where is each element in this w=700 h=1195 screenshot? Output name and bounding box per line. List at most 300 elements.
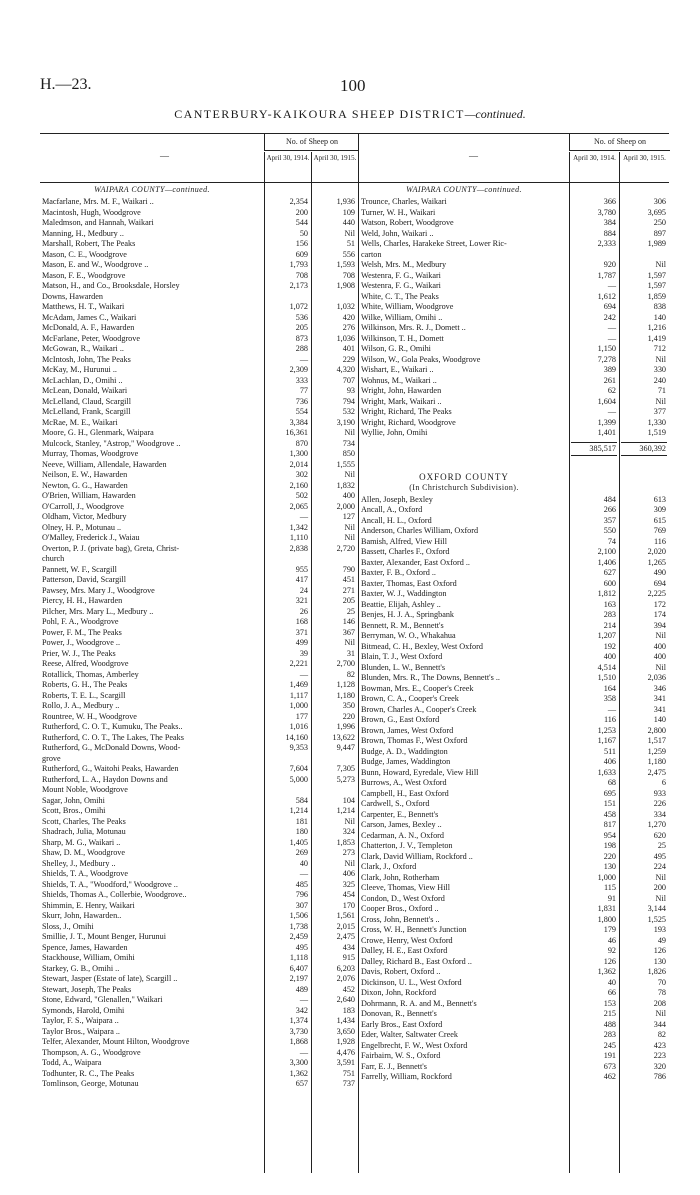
sheep-1914: 484 [603, 494, 616, 504]
sheep-1915: 276 [342, 323, 355, 332]
sheep-1914: 39 [299, 648, 308, 658]
sheep-1914: 342 [295, 1005, 308, 1015]
owner-name: Telfer, Alexander, Mount Hilton, Woodgrove [42, 1037, 190, 1046]
sheep-1915: 126 [653, 946, 666, 955]
sheep-1914: 215 [603, 1009, 616, 1018]
sheep-1915: 401 [342, 344, 355, 353]
sheep-1914: 156 [295, 239, 308, 248]
sheep-1914: 584 [295, 795, 308, 805]
owner-name: Taylor Bros., Waipara .. [42, 1026, 120, 1036]
sheep-1915: 82 [657, 1030, 666, 1039]
sheep-1915: 31 [346, 648, 355, 658]
owner-name: Matson, H., and Co., Brooksdale, Horsley [42, 281, 180, 290]
owner-name: Skurr, John, Hawarden.. [42, 911, 122, 920]
sheep-1915: Nil [655, 872, 666, 882]
sheep-1914: 92 [607, 946, 616, 955]
owner-name: Macintosh, Hugh, Woodgrove [42, 207, 141, 217]
table-row [40, 502, 358, 513]
sheep-1914: 126 [603, 956, 616, 966]
owner-name: Clark, David William, Rockford .. [361, 851, 473, 861]
sheep-1914: 4,514 [597, 662, 616, 672]
table-row [359, 957, 669, 968]
sheep-1915: 140 [653, 312, 666, 322]
sheep-1914: 269 [295, 848, 308, 857]
owner-name: Dalley, H. E., East Oxford [361, 946, 448, 955]
sheep-1915: 850 [342, 449, 355, 458]
owner-name: Bowman, Mrs. E., Cooper's Creek [361, 683, 474, 693]
sheep-1914: 163 [603, 599, 616, 609]
table-row [359, 516, 669, 527]
section-heading: WAIPARA COUNTY—continued. [406, 185, 522, 194]
owner-name: Power, F. M., The Peaks [42, 627, 122, 637]
owner-name: Baxter, Alexander, East Oxford .. [361, 557, 470, 567]
sheep-1915: 2,000 [336, 501, 355, 511]
title-suffix: —continued. [464, 107, 526, 121]
sheep-1915: 172 [653, 599, 666, 609]
sheep-1914: 115 [604, 883, 616, 892]
sheep-1914: 358 [603, 694, 616, 703]
sheep-1915: 1,270 [647, 820, 666, 829]
owner-name: Sagar, John, Omihi [42, 795, 105, 805]
sheep-1914: 495 [295, 942, 308, 952]
owner-name: Carpenter, E., Bennett's [361, 809, 439, 819]
sheep-1914: — [607, 323, 616, 332]
table-row [40, 922, 358, 933]
owner-name: Shaw, D. M., Woodgrove [42, 848, 126, 857]
table-row [359, 239, 669, 250]
sheep-1914: 74 [607, 536, 616, 546]
sheep-1915: 1,908 [336, 281, 355, 290]
owner-name: Rutherford, C. O. T., The Lakes, The Peaks [42, 732, 184, 742]
owner-name: Maledmson, and Hannah, Waikari [42, 218, 154, 227]
sheep-1914: 261 [603, 375, 616, 385]
sheep-1914: 7,278 [597, 354, 616, 364]
owner-name: Wilson, G. R., Omihi [361, 344, 431, 353]
sheep-1914: 627 [603, 568, 616, 577]
table-row [40, 218, 358, 229]
owner-name: Shields, T. A., "Woodford," Woodgrove .. [42, 879, 178, 889]
table-row [40, 974, 358, 985]
owner-name: Crowe, Henry, West Oxford [361, 935, 453, 945]
owner-name: Wishart, E., Waikari .. [361, 365, 434, 374]
owner-name: Mason, C. E., Woodgrove [42, 249, 127, 259]
owner-name: Ancall, A., Oxford [361, 505, 423, 514]
sheep-1914: 870 [295, 438, 308, 448]
table-row [40, 302, 358, 313]
sheep-1914: 371 [295, 627, 308, 637]
table-row [40, 397, 358, 408]
sheep-1915: 205 [342, 596, 355, 605]
sheep-1914: — [607, 333, 616, 343]
table-row [40, 565, 358, 576]
right-table [358, 133, 669, 1173]
sheep-1914: 2,838 [289, 543, 308, 553]
owner-name: Brown, G., East Oxford [361, 715, 440, 724]
table-row [40, 1058, 358, 1069]
owner-name: O'Malley, Frederick J., Waiau [42, 533, 140, 542]
owner-name: Smillie, J. T., Mount Benger, Hurunui [42, 932, 166, 941]
sheep-1914: 2,197 [289, 974, 308, 983]
sheep-1915: 1,128 [336, 680, 355, 689]
sheep-1914: 1,117 [289, 690, 308, 700]
sheep-1914: 1,406 [597, 557, 616, 567]
sheep-1914: — [607, 704, 616, 714]
sheep-1915: 708 [342, 270, 355, 280]
owner-name: church [42, 554, 65, 563]
sheep-1914: 198 [603, 841, 616, 850]
table-row [40, 449, 358, 460]
owner-name: Bennett, R. M., Bennett's [361, 620, 444, 630]
sheep-1915: 271 [342, 585, 355, 595]
sheep-1915: 712 [653, 344, 666, 353]
sheep-1914: 1,401 [597, 428, 616, 437]
table-row [40, 586, 358, 597]
table-row [359, 652, 669, 663]
owner-name: Patterson, David, Scargill [42, 575, 126, 584]
sheep-1914: 1,214 [289, 806, 308, 815]
sheep-1915: 556 [342, 249, 355, 259]
sheep-1914: 68 [607, 778, 616, 787]
sheep-1915: Nil [344, 638, 355, 647]
sheep-1915: 70 [657, 977, 666, 987]
document-reference: H.—23. [40, 76, 92, 93]
sheep-1914: 817 [603, 820, 616, 829]
table-row [40, 334, 358, 345]
owner-name: Early Bros., East Oxford [361, 1019, 443, 1029]
owner-name: Bassett, Charles F., Oxford [361, 547, 450, 556]
owner-name: Cardwell, S., Oxford [361, 799, 430, 808]
owner-name: Piercy, H. H., Hawarden [42, 596, 123, 605]
table-row [40, 533, 358, 544]
sheep-1914: 1,016 [289, 722, 308, 731]
table-row [359, 547, 669, 558]
table-row [359, 260, 669, 271]
table-row [40, 344, 358, 355]
sheep-1914: 3,730 [289, 1026, 308, 1036]
table-row [359, 810, 669, 821]
table-row [359, 757, 669, 768]
sheep-1915: 1,525 [647, 914, 666, 924]
sheep-1915: 174 [653, 610, 666, 619]
table-row [359, 904, 669, 915]
table-row [40, 208, 358, 219]
owner-name: Shimmin, E. Henry, Waikari [42, 900, 135, 910]
owner-name: Spence, James, Hawarden [42, 942, 128, 952]
table-row [359, 250, 669, 261]
sheep-1914: 1,800 [597, 914, 616, 924]
sheep-1915: 1,214 [336, 806, 355, 815]
table-row [359, 978, 669, 989]
sheep-1915: 193 [653, 925, 666, 934]
sheep-1915: 140 [653, 715, 666, 724]
sheep-1915: 1,036 [336, 333, 355, 343]
owner-name: Scott, Charles, The Peaks [42, 816, 126, 826]
sheep-1915: 183 [342, 1005, 355, 1015]
table-row [40, 365, 358, 376]
owner-name: Davis, Robert, Oxford .. [361, 967, 441, 976]
sheep-1915: 93 [346, 386, 355, 395]
sheep-1914: 1,118 [289, 953, 308, 962]
sheep-1914: 283 [603, 610, 616, 619]
table-row [359, 568, 669, 579]
sheep-1914: 1,000 [597, 872, 616, 882]
table-row [359, 302, 669, 313]
sheep-1914: 151 [603, 799, 616, 808]
sheep-1914: 2,309 [289, 365, 308, 374]
table-row [359, 883, 669, 894]
sheep-1915: 2,475 [336, 932, 355, 941]
owner-name: Starkey, G. B., Omihi .. [42, 963, 120, 973]
sheep-1914: 357 [603, 515, 616, 525]
sheep-1915: 1,032 [336, 302, 355, 311]
sheep-1914: 1,633 [597, 767, 616, 777]
sheep-1915: 420 [342, 312, 355, 322]
table-row [40, 523, 358, 534]
sheep-1914: 550 [603, 526, 616, 535]
owner-name: Symonds, Harold, Omihi [42, 1005, 125, 1015]
table-row [40, 229, 358, 240]
table-row [40, 575, 358, 586]
owner-name: Carson, James, Bexley .. [361, 820, 442, 829]
table-row [40, 638, 358, 649]
owner-name: Rutherford, C. O. T., Kumuku, The Peaks.. [42, 722, 183, 731]
sheep-1914: 1,506 [289, 911, 308, 920]
title-main: CANTERBURY-KAIKOURA SHEEP DISTRICT [174, 107, 465, 121]
owner-name: Mulcock, Stanley, "Astrop," Woodgrove .. [42, 438, 181, 448]
sheep-1915: Nil [655, 260, 666, 269]
owner-name: Manning, H., Medbury .. [42, 228, 124, 238]
table-row [359, 663, 669, 674]
owner-name: Rutherford, L. A., Haydon Downs and [42, 774, 168, 784]
sheep-1915: 694 [653, 578, 666, 588]
table-row [40, 271, 358, 282]
sheep-1914: 400 [603, 652, 616, 661]
sheep-1914: 62 [607, 386, 616, 395]
sheep-1914: 2,354 [289, 197, 308, 206]
owner-name: Pannett, W. F., Scargill [42, 564, 117, 574]
table-row [359, 355, 669, 366]
sheep-1914: 1,362 [289, 1068, 308, 1078]
table-row [359, 495, 669, 506]
sheep-1914: 2,173 [289, 281, 308, 290]
sheep-1915: 78 [657, 988, 666, 997]
sheep-1914: 245 [603, 1040, 616, 1050]
owner-name: Brown, Charles A., Cooper's Creek [361, 704, 477, 714]
table-row [359, 579, 669, 590]
owner-name: Welsh, Mrs. M., Medbury [361, 260, 447, 269]
sheep-1914: 2,160 [289, 480, 308, 490]
sheep-1914: 220 [603, 851, 616, 861]
sheep-1915: 6 [661, 778, 666, 787]
table-row [40, 323, 358, 334]
sheep-1914: 116 [604, 715, 616, 724]
table-row [359, 407, 669, 418]
sheep-1915: 1,330 [647, 417, 666, 427]
sheep-1915: 350 [342, 701, 355, 710]
sheep-1915: 434 [342, 942, 355, 952]
sheep-1914: 1,253 [597, 725, 616, 735]
table-row [359, 1020, 669, 1031]
sheep-1915: 341 [653, 694, 666, 703]
sheep-1915: 3,650 [336, 1026, 355, 1036]
sheep-1914: 1,150 [597, 344, 616, 353]
owner-name: McLachlan, D., Omihi .. [42, 375, 123, 385]
table-row [359, 694, 669, 705]
table-row [359, 197, 669, 208]
table-row [359, 218, 669, 229]
owner-name: McGowan, R., Waikari .. [42, 344, 124, 353]
sheep-1914: 1,738 [289, 921, 308, 931]
sheep-1915: 838 [653, 302, 666, 311]
sheep-1914: 192 [603, 641, 616, 651]
sheep-1915: 116 [654, 536, 666, 546]
sheep-1914: 2,459 [289, 932, 308, 941]
table-row [359, 1062, 669, 1073]
sheep-1915: 3,695 [647, 207, 666, 217]
table-row [40, 617, 358, 628]
owner-name: McIntosh, John, The Peaks [42, 354, 131, 364]
sheep-1915: 490 [653, 568, 666, 577]
owner-name: Shelley, J., Medbury .. [42, 858, 116, 868]
sheep-1915: 790 [342, 564, 355, 574]
table-row [359, 558, 669, 569]
sheep-1914: 1,469 [289, 680, 308, 689]
owner-name: Wright, Richard, The Peaks [361, 407, 452, 416]
sheep-1915: 367 [342, 627, 355, 637]
sheep-1914: 168 [295, 617, 308, 626]
owner-name: McKay, M., Hurunui .. [42, 365, 117, 374]
sheep-1915: 250 [653, 218, 666, 227]
sheep-1915: 146 [342, 617, 355, 626]
table-row [40, 418, 358, 429]
sheep-1915: 334 [653, 809, 666, 819]
owner-name: Anderson, Charles William, Oxford [361, 526, 479, 535]
owner-name: Pawsey, Mrs. Mary J., Woodgrove [42, 585, 155, 595]
table-row [40, 554, 358, 565]
sheep-1915: 5,273 [336, 774, 355, 784]
owner-name: Rountree, W. H., Woodgrove [42, 711, 137, 721]
date-1914-header: April 30, 1914. [569, 152, 619, 182]
sheep-1914: 1,831 [597, 904, 616, 913]
sheep-1915: 1,859 [647, 291, 666, 301]
table-row [359, 915, 669, 926]
owner-name: Taylor, F. S., Waipara .. [42, 1016, 119, 1025]
sheep-1915: 2,076 [336, 974, 355, 983]
table-row [40, 1037, 358, 1048]
owner-name: Stackhouse, William, Omihi [42, 953, 135, 962]
sheep-1915: 423 [653, 1040, 666, 1050]
date-1914-header: April 30, 1914. [264, 152, 311, 182]
sheep-1915: 1,434 [336, 1016, 355, 1025]
sheep-1915: 51 [346, 239, 355, 248]
table-row [359, 946, 669, 957]
sheep-1914: 46 [607, 935, 616, 945]
table-row [40, 407, 358, 418]
owner-name: Clark, J., Oxford [361, 862, 417, 871]
sheep-1915: 104 [342, 795, 355, 805]
sheep-1915: 440 [342, 218, 355, 227]
owner-name: Brown, Thomas F., West Oxford [361, 736, 468, 745]
owner-name: Pilcher, Mrs. Mary L., Medbury .. [42, 606, 154, 616]
sheep-1915: Nil [655, 893, 666, 903]
sheep-1914: 200 [295, 207, 308, 217]
sheep-1914: — [607, 407, 616, 416]
sheep-1914: 406 [603, 757, 616, 766]
sheep-1915: 620 [653, 830, 666, 840]
sheep-1915: 2,020 [647, 547, 666, 556]
sheep-1915: 4,320 [336, 365, 355, 374]
table-row [40, 722, 358, 733]
sheep-1914: 307 [295, 900, 308, 910]
sheep-1914: 1,342 [289, 522, 308, 532]
owner-name: Eder, Walter, Saltwater Creek [361, 1030, 458, 1039]
table-row [359, 229, 669, 240]
sheep-1915: 734 [342, 438, 355, 448]
owner-name: Reese, Alfred, Woodgrove [42, 659, 129, 668]
table-row [359, 726, 669, 737]
owner-name: Condon, D., West Oxford [361, 893, 445, 903]
table-row [40, 932, 358, 943]
owner-name: Cleeve, Thomas, View Hill [361, 883, 451, 892]
sheep-1914: 2,014 [289, 459, 308, 469]
sheep-1915: 400 [342, 491, 355, 500]
owner-name: Wright, John, Hawarden [361, 386, 442, 395]
table-row [359, 705, 669, 716]
sheep-1914: 544 [295, 218, 308, 227]
table-row [359, 631, 669, 642]
owner-name: Sharp, M. G., Waikari .. [42, 837, 121, 847]
owner-name: Wright, Mark, Waikari .. [361, 396, 442, 406]
date-1915-header: April 30, 1915. [311, 152, 358, 182]
table-row [40, 964, 358, 975]
sheep-1914: — [299, 354, 308, 364]
table-row [40, 701, 358, 712]
page-number: 100 [340, 76, 366, 95]
sheep-1915: 1,597 [647, 281, 666, 290]
sheep-1914: 77 [299, 386, 308, 395]
sheep-1915: 707 [342, 375, 355, 385]
table-row [40, 901, 358, 912]
sheep-1915: 130 [653, 956, 666, 966]
sheep-1914: 600 [603, 578, 616, 588]
owner-name: Budge, James, Waddington [361, 757, 451, 766]
sheep-1914: 1,374 [289, 1016, 308, 1025]
owner-name: Trounce, Charles, Waikari [361, 197, 447, 206]
sheep-1915: 1,853 [336, 837, 355, 847]
sheep-1914: 180 [295, 827, 308, 836]
owner-name: McAdam, James C., Waikari [42, 312, 137, 322]
table-row [359, 799, 669, 810]
owner-name: Campbell, H., East Oxford [361, 788, 449, 798]
table-row [40, 512, 358, 523]
sheep-1914: 458 [603, 809, 616, 819]
owner-name: Donovan, R., Bennett's [361, 1009, 437, 1018]
sheep-1914: 7,604 [289, 764, 308, 773]
sheep-1915: 394 [653, 620, 666, 630]
owner-name: Allen, Joseph, Bexley [361, 494, 433, 504]
owner-name: Scott, Bros., Omihi [42, 806, 106, 815]
total-rule [621, 455, 667, 456]
sheep-1915: 1,936 [336, 197, 355, 206]
owner-name: Wyllie, John, Omihi [361, 428, 428, 437]
sheep-1914: 321 [295, 596, 308, 605]
table-row [40, 355, 358, 366]
table-row [359, 208, 669, 219]
sheep-1914: 1,399 [597, 417, 616, 427]
owner-name: Wells, Charles, Harakeke Street, Lower Ric- [361, 239, 507, 248]
table-row [40, 754, 358, 765]
owner-name: Brown, C. A., Cooper's Creek [361, 694, 459, 703]
